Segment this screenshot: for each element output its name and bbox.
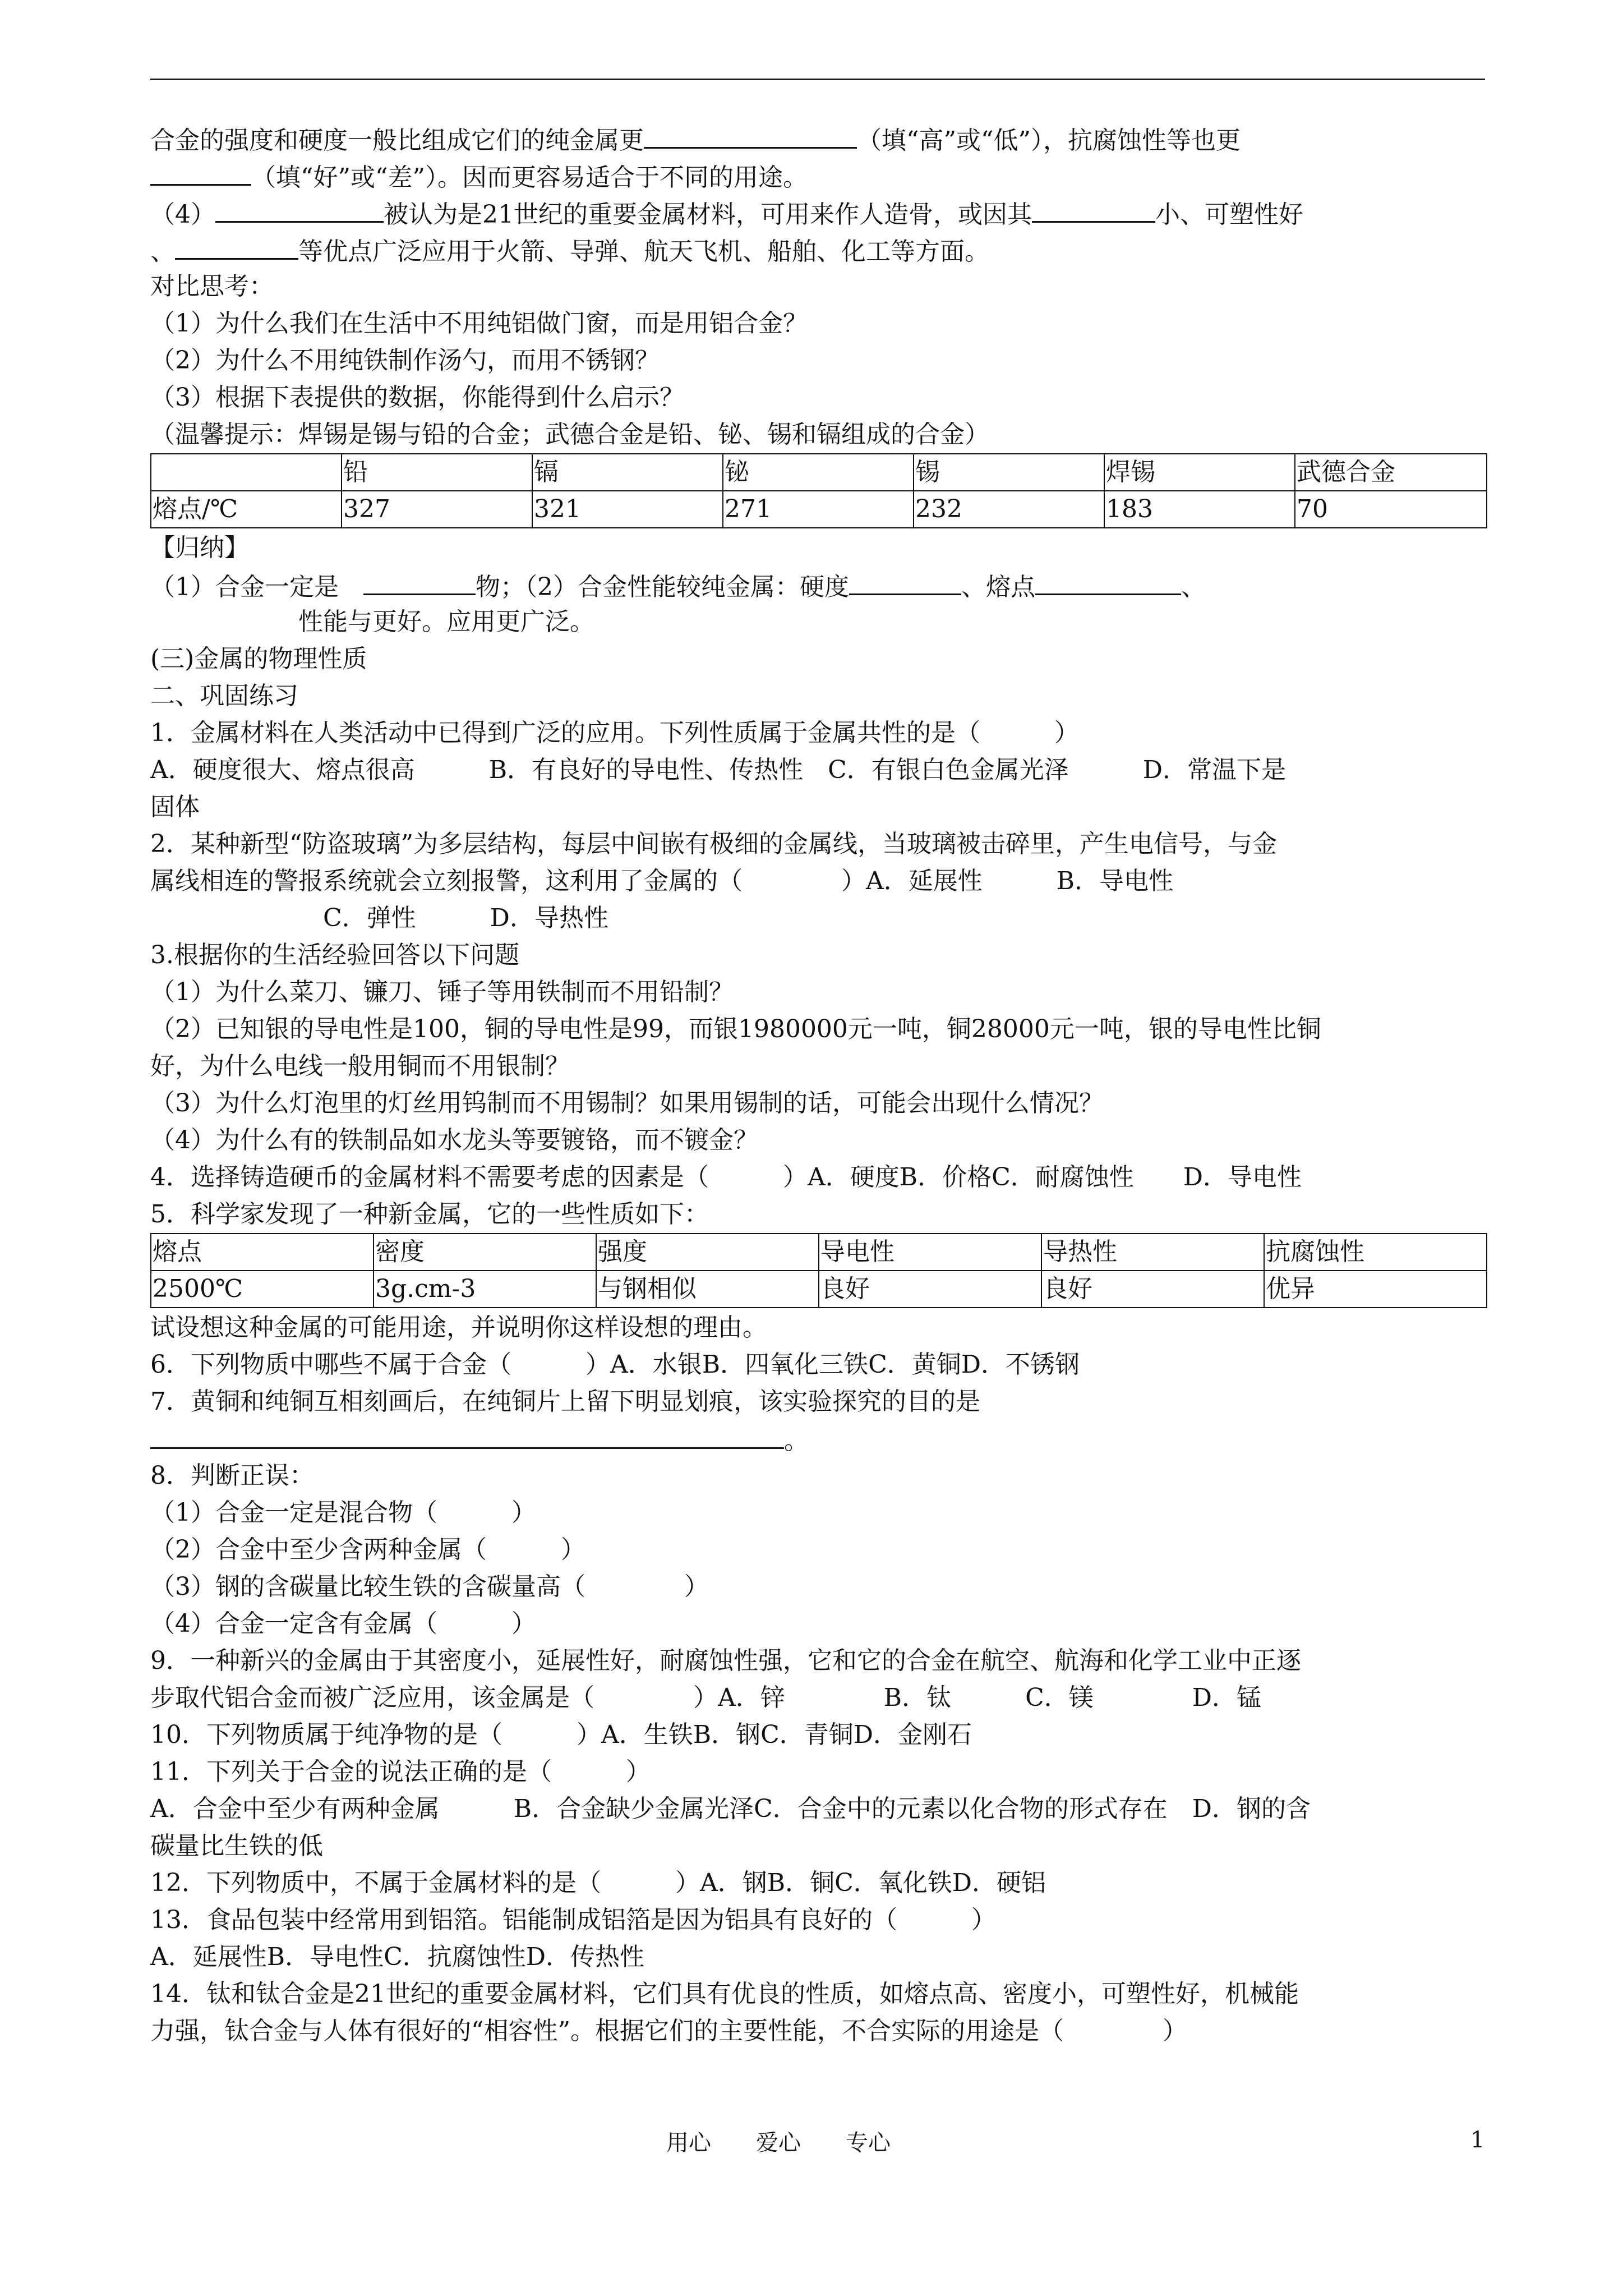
text-line <box>150 1457 1485 1494</box>
footer-motto: 用心 爱心 专心 <box>666 2130 891 2156</box>
text-line <box>150 379 1485 416</box>
text-line <box>150 1754 1485 1791</box>
text-segment: A．硬度很大、熔点很高 B．有良好的导电性、传热性 C．有银白色金属光泽 D．常温下是 <box>150 756 1287 784</box>
text-line <box>150 752 1485 789</box>
text-segment: 属线相连的警报系统就会立刻报警，这利用了金属的（ ）A．延展性 B．导电性 <box>150 867 1174 895</box>
table-header-row <box>151 454 1487 491</box>
text-line <box>150 1048 1485 1085</box>
text-segment: 碳量比生铁的低 <box>150 1832 323 1860</box>
table-cell: 武德合金 <box>1295 454 1487 491</box>
text-segment: （1）合金一定是混合物（ ） <box>150 1498 536 1527</box>
worksheet-body <box>150 120 1485 2050</box>
text-segment: （1）为什么我们在生活中不用纯铝做门窗，而是用铝合金？ <box>150 309 808 338</box>
text-segment: 步取代铝合金而被广泛应用，该金属是（ ）A．锌 B．钛 C．镁 D．锰 <box>150 1683 1262 1712</box>
text-segment: 试设想这种金属的可能用途，并说明你这样设想的理由。 <box>150 1313 767 1342</box>
text-segment: 4．选择铸造硬币的金属材料不需要考虑的因素是（ ）A．硬度B．价格C．耐腐蚀性 D．导电性 <box>150 1163 1302 1191</box>
text-line <box>150 1011 1485 1048</box>
table-cell: 导热性 <box>1041 1234 1264 1271</box>
text-segment: 【归纳】 <box>150 533 249 562</box>
table-cell: 铋 <box>723 454 914 491</box>
text-line <box>150 1531 1485 1568</box>
text-line <box>150 1383 1485 1420</box>
text-line <box>150 120 1485 157</box>
melting-point-table-wrap <box>150 453 1485 528</box>
text-segment: 12．下列物质中，不属于金属材料的是（ ）A．钢B．铜C．氧化铁D．硬铝 <box>150 1869 1046 1897</box>
text-segment: （1）合金一定是 <box>150 573 363 601</box>
text-segment: 物；（2）合金性能较纯金属：硬度 <box>476 573 849 601</box>
text-line <box>150 1791 1485 1828</box>
text-line <box>150 1494 1485 1531</box>
text-line <box>150 678 1485 715</box>
text-line <box>150 1568 1485 1605</box>
table-cell: 183 <box>1104 491 1295 528</box>
text-segment: 、熔点 <box>961 573 1035 601</box>
table-cell: 优异 <box>1264 1271 1487 1308</box>
text-line <box>150 789 1485 826</box>
table-cell: 熔点 <box>151 1234 374 1271</box>
text-line <box>150 863 1485 900</box>
table-cell: 良好 <box>819 1271 1041 1308</box>
text-line <box>150 1902 1485 1939</box>
table-cell: 321 <box>532 491 723 528</box>
text-line <box>150 194 1485 231</box>
text-segment: A．合金中至少有两种金属 B．合金缺少金属光泽C．合金中的元素以化合物的形式存在 D．钢的含 <box>150 1795 1311 1823</box>
text-segment: 等优点广泛应用于火箭、导弹、航天飞机、船舶、化工等方面。 <box>298 237 989 266</box>
text-line <box>150 231 1485 268</box>
text-line <box>150 937 1485 974</box>
text-segment: A．延展性B．导电性C．抗腐蚀性D．传热性 <box>150 1943 645 1971</box>
text-line <box>150 641 1485 678</box>
text-line <box>150 1159 1485 1196</box>
text-line <box>150 974 1485 1011</box>
table-cell: 232 <box>914 491 1104 528</box>
text-segment: （3）钢的含碳量比较生铁的含碳量高（ ） <box>150 1572 709 1601</box>
new-metal-table-wrap <box>150 1233 1485 1308</box>
text-line <box>150 1865 1485 1902</box>
text-segment: 14．钛和钛合金是21世纪的重要金属材料，它们具有优良的性质，如熔点高、密度小，可塑性好，机械能 <box>150 1980 1299 2008</box>
table-cell: 焊锡 <box>1104 454 1295 491</box>
text-segment: （3）为什么灯泡里的灯丝用钨制而不用锡制？如果用锡制的话，可能会出现什么情况？ <box>150 1089 1104 1117</box>
table-cell: 强度 <box>596 1234 819 1271</box>
melting-point-table <box>150 453 1487 528</box>
text-line <box>150 530 1485 567</box>
text-line <box>150 1680 1485 1717</box>
text-line <box>150 342 1485 379</box>
text-line <box>150 416 1485 453</box>
table-cell: 导电性 <box>819 1234 1041 1271</box>
text-segment: （填“好”或“差”）。因而更容易适合于不同的用途。 <box>251 163 808 192</box>
page-number: 1 <box>1470 2127 1485 2153</box>
answer-blank[interactable] <box>1032 194 1155 223</box>
table-cell: 良好 <box>1041 1271 1264 1308</box>
text-line <box>150 1309 1485 1346</box>
text-segment: 对比思考： <box>150 272 274 301</box>
header-rule <box>150 79 1485 80</box>
text-line <box>150 1420 1485 1457</box>
table-cell: 与钢相似 <box>596 1271 819 1308</box>
text-line <box>150 567 1485 604</box>
text-line <box>150 715 1485 752</box>
text-line <box>150 1939 1485 1976</box>
text-line <box>150 2013 1485 2050</box>
text-segment: 13．食品包装中经常用到铝箔。铝能制成铝箔是因为铝具有良好的（ ） <box>150 1906 996 1934</box>
table-cell: 密度 <box>374 1234 596 1271</box>
section-alloy-text <box>150 120 1485 453</box>
answer-blank[interactable] <box>644 120 857 149</box>
text-line <box>150 604 1485 641</box>
text-line <box>150 1642 1485 1680</box>
text-segment: 10．下列物质属于纯净物的是（ ）A．生铁B．钢C．青铜D．金刚石 <box>150 1720 972 1749</box>
answer-blank[interactable] <box>363 567 476 595</box>
table-cell: 327 <box>342 491 532 528</box>
text-segment: 性能与更好。应用更广泛。 <box>150 608 594 636</box>
text-line <box>150 900 1485 937</box>
text-line <box>150 1605 1485 1642</box>
answer-blank[interactable] <box>215 194 384 223</box>
text-segment: （4）合金一定含有金属（ ） <box>150 1609 536 1638</box>
text-segment: C．弹性 D．导热性 <box>150 904 608 932</box>
answer-blank[interactable] <box>175 231 298 260</box>
table-header-row <box>151 1234 1487 1271</box>
text-segment: 合金的强度和硬度一般比组成它们的纯金属更 <box>150 126 644 155</box>
text-line <box>150 1196 1485 1233</box>
table-row <box>151 1271 1487 1308</box>
text-line <box>150 268 1485 305</box>
table-cell: 铅 <box>342 454 532 491</box>
table-cell: 锡 <box>914 454 1104 491</box>
text-segment: （3）根据下表提供的数据，你能得到什么启示？ <box>150 383 684 412</box>
text-segment: 7．黄铜和纯铜互相刻画后，在纯铜片上留下明显划痕，该实验探究的目的是 <box>150 1387 980 1416</box>
text-segment: （2）合金中至少含两种金属（ ） <box>150 1535 585 1564</box>
text-segment: 9．一种新兴的金属由于其密度小，延展性好，耐腐蚀性强，它和它的合金在航空、航海和化学工业中正逐 <box>150 1646 1301 1675</box>
text-segment: （4）为什么有的铁制品如水龙头等要镀铬，而不镀金？ <box>150 1126 758 1154</box>
table-cell: 抗腐蚀性 <box>1264 1234 1487 1271</box>
answer-blank[interactable] <box>1035 567 1181 595</box>
section-more-exercises <box>150 1309 1485 2050</box>
table-cell: 2500℃ <box>151 1271 374 1308</box>
text-line <box>150 1122 1485 1159</box>
table-cell: 70 <box>1295 491 1487 528</box>
text-segment: 5．科学家发现了一种新金属，它的一些性质如下： <box>150 1200 709 1228</box>
table-cell: 镉 <box>532 454 723 491</box>
text-segment: 11．下列关于合金的说法正确的是（ ） <box>150 1757 651 1786</box>
table-cell: 3g.cm-3 <box>374 1271 596 1308</box>
text-line <box>150 1976 1485 2013</box>
table-row <box>151 491 1487 528</box>
text-line <box>150 1828 1485 1865</box>
answer-blank[interactable] <box>849 567 961 595</box>
answer-blank[interactable] <box>150 157 251 186</box>
text-segment: （填“高”或“低”），抗腐蚀性等也更 <box>857 126 1241 155</box>
text-segment: 、 <box>1181 573 1206 601</box>
text-segment: （2）已知银的导电性是100，铜的导电性是99，而银1980000元一吨，铜28000元一吨，银的导电性比铜 <box>150 1015 1321 1043</box>
text-line <box>150 305 1485 342</box>
table-cell: 271 <box>723 491 914 528</box>
text-segment: （2）为什么不用纯铁制作汤勺，而用不锈钢？ <box>150 346 660 375</box>
text-line <box>150 1346 1485 1383</box>
text-segment: 小、可塑性好 <box>1155 200 1303 229</box>
table-cell <box>151 454 342 491</box>
text-segment: 3.根据你的生活经验回答以下问题 <box>150 941 519 969</box>
text-line <box>150 157 1485 194</box>
text-segment: 力强，钛合金与人体有很好的“相容性”。根据它们的主要性能，不合实际的用途是（ ） <box>150 2017 1187 2045</box>
table-cell: 熔点/℃ <box>151 491 342 528</box>
new-metal-properties-table <box>150 1233 1487 1308</box>
text-segment: 二、巩固练习 <box>150 682 298 710</box>
text-line <box>150 1085 1485 1122</box>
text-segment: 。 <box>784 1427 809 1455</box>
text-segment: （1）为什么菜刀、镰刀、锤子等用铁制而不用铅制？ <box>150 978 734 1006</box>
text-line <box>150 1717 1485 1754</box>
text-segment: （4） <box>150 200 215 229</box>
text-segment: 、 <box>150 237 175 266</box>
text-segment: （温馨提示：焊锡是锡与铅的合金；武德合金是铅、铋、锡和镉组成的合金） <box>150 420 989 449</box>
text-segment: 好，为什么电线一般用铜而不用银制？ <box>150 1052 570 1080</box>
text-segment: 1．金属材料在人类活动中已得到广泛的应用。下列性质属于金属共性的是（ ） <box>150 719 1079 747</box>
section-exercises <box>150 530 1485 1233</box>
text-segment: 8．判断正误： <box>150 1461 314 1490</box>
text-segment: 2．某种新型“防盗玻璃”为多层结构，每层中间嵌有极细的金属线，当玻璃被击碎里，产生电信号，与金 <box>150 830 1277 858</box>
text-line <box>150 826 1485 863</box>
text-segment: 6．下列物质中哪些不属于合金（ ）A．水银B．四氧化三铁C．黄铜D．不锈钢 <box>150 1350 1080 1379</box>
text-segment: 被认为是21世纪的重要金属材料，可用来作人造骨，或因其 <box>384 200 1032 229</box>
text-segment: 固体 <box>150 793 200 821</box>
answer-blank[interactable] <box>150 1420 784 1449</box>
text-segment: (三)金属的物理性质 <box>150 645 367 673</box>
